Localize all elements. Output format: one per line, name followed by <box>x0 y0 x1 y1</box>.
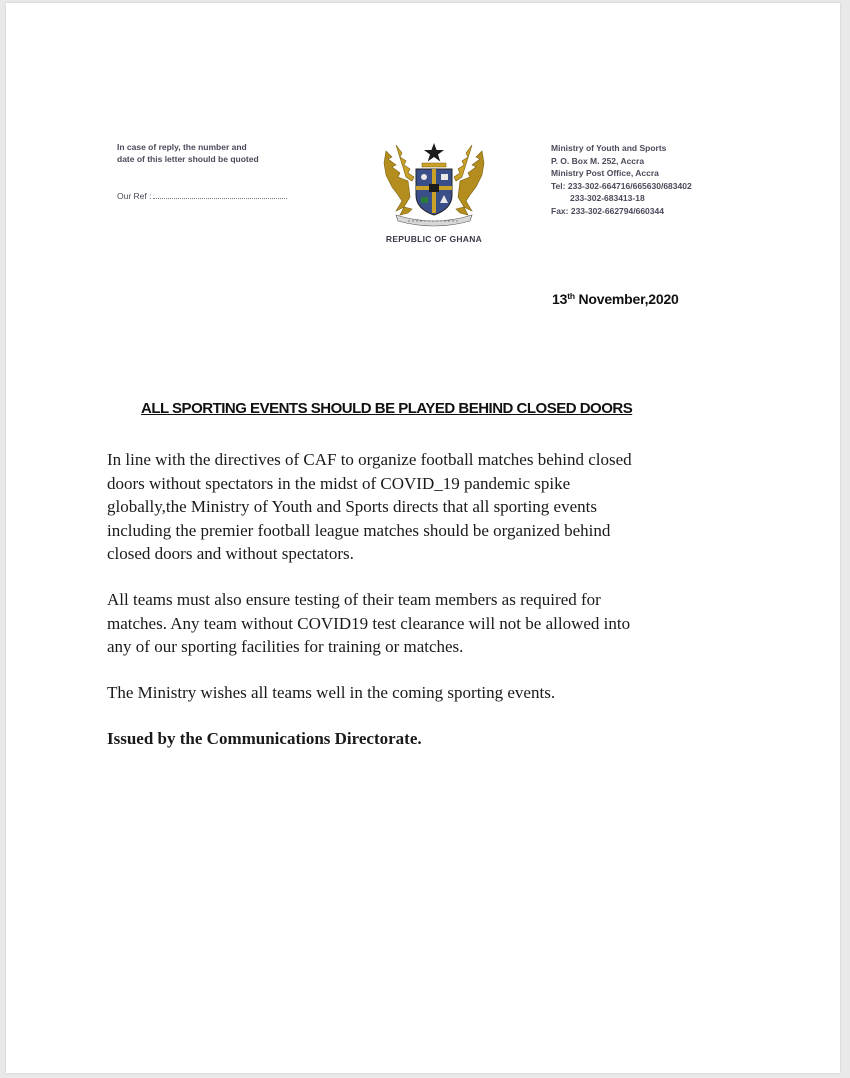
body-paragraph: All teams must also ensure testing of their team members as required for matches. Any team without COVID19 test clearance will not be allowed into any of our sporting facilities for training or matches. <box>107 590 631 657</box>
letter-heading: ALL SPORTING EVENTS SHOULD BE PLAYED BEHIND CLOSED DOORS <box>141 400 633 417</box>
body-paragraph: In line with the directives of CAF to organize football matches behind closed doors without spectators in the midst of COVID_19 pandemic spike globally,the Ministry of Youth and Sports directs that all sporting events including the premier football league matches should be organized behind closed doors and without spectators. <box>107 450 632 564</box>
letter-page <box>6 3 840 1073</box>
issuer-signoff: Issued by the Communications Directorate. <box>107 729 422 748</box>
address-line: Fax: 233-302-662794/660344 <box>551 205 664 216</box>
date-day: 13 <box>552 291 568 307</box>
our-ref <box>117 191 287 201</box>
address-line: Ministry Post Office, Accra <box>551 168 659 178</box>
date-suffix: th <box>567 291 575 301</box>
ghana-coat-of-arms-icon <box>378 137 490 229</box>
our-ref-blank <box>153 191 287 199</box>
body-paragraph: The Ministry wishes all teams well in the coming sporting events. <box>107 683 556 702</box>
reply-instruction-line: date of this letter should be quoted <box>117 153 259 164</box>
letter-date <box>552 291 679 307</box>
address-line: Tel: 233-302-664716/665630/683402 <box>551 180 692 191</box>
address-line: 233-302-683413-18 <box>570 193 645 203</box>
address-line: P. O. Box M. 252, Accra <box>551 155 645 166</box>
address-line: Ministry of Youth and Sports <box>551 143 667 153</box>
date-rest: November,2020 <box>574 291 679 307</box>
our-ref-label: Our Ref : <box>117 191 152 201</box>
ministry-address <box>551 142 692 217</box>
republic-of-ghana-label: REPUBLIC OF GHANA <box>385 234 483 244</box>
reply-instruction <box>117 142 259 165</box>
reply-instruction-line: In case of reply, the number and <box>117 142 247 152</box>
